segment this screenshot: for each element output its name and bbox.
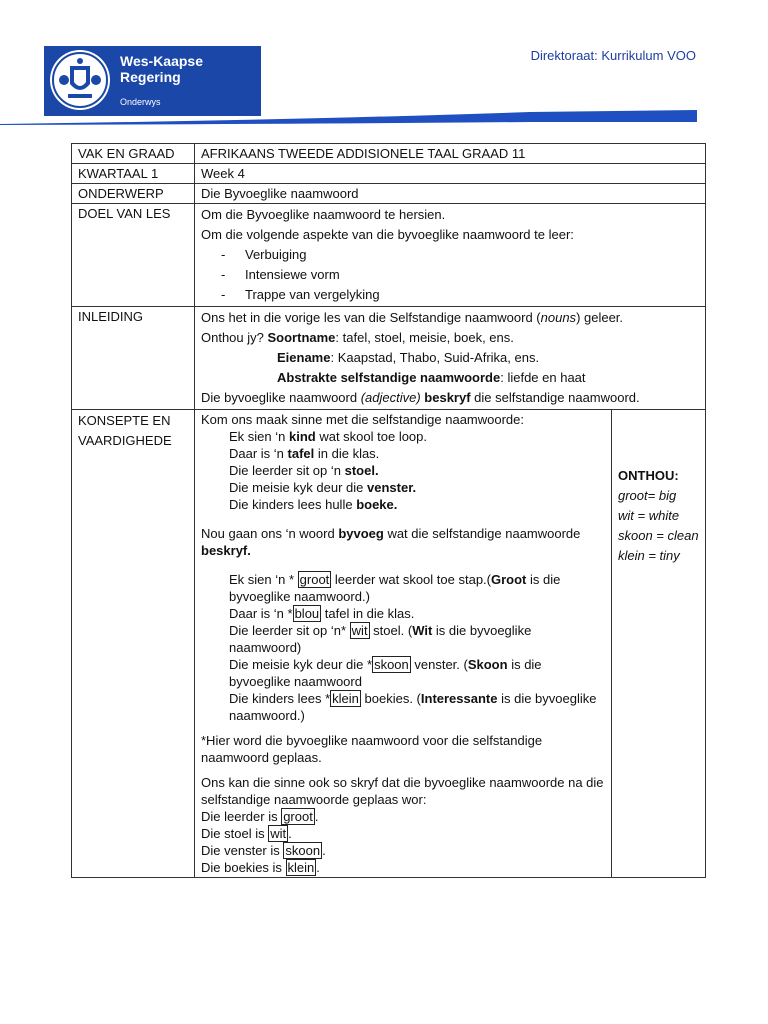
org-name-line2: Regering xyxy=(120,69,181,85)
table-row-kwartaal xyxy=(72,164,706,184)
label-inleiding: INLEIDING xyxy=(72,307,195,410)
org-name-line1: Wes-Kaapse xyxy=(120,53,204,69)
sentence-1: Ek sien ‘n kind wat skool toe loop. xyxy=(229,429,428,444)
inleiding-line5: Die byvoeglike naamwoord (adjective) beskryf die selfstandige naamwoord. xyxy=(201,390,640,405)
header-swoosh xyxy=(0,108,768,128)
sentence-2: Daar is ‘n tafel in die klas. xyxy=(229,446,380,461)
konsepte-intro: Kom ons maak sinne met die selfstandige naamwoorde: xyxy=(201,412,525,427)
onthou-item: groot= big xyxy=(618,488,677,503)
example-1: Ek sien ‘n * groot leerder wat skool toe stap.(Groot is die byvoeglike naamwoord.) xyxy=(229,572,561,604)
paragraph-byvoeg: Nou gaan ons ‘n woord byvoeg wat die selfstandige naamwoorde beskryf. xyxy=(201,526,581,558)
inleiding-line4: Abstrakte selfstandige naamwoorde: liefde en haat xyxy=(277,370,586,385)
value-vak: AFRIKAANS TWEEDE ADDISIONELE TAAL GRAAD 11 xyxy=(195,144,706,164)
inleiding-line1: Ons het in die vorige les van die Selfstandige naamwoord (nouns) geleer. xyxy=(201,310,624,325)
final-3: Die venster is skoon . xyxy=(201,843,326,858)
inleiding-line3: Eiename: Kaapstad, Thabo, Suid-Afrika, ens. xyxy=(277,350,540,365)
inleiding-line2: Onthou jy? Soortname: tafel, stoel, meisie, boek, ens. xyxy=(201,330,514,345)
sentence-4: Die meisie kyk deur die venster. xyxy=(229,480,417,495)
sentence-3: Die leerder sit op ‘n stoel. xyxy=(229,463,379,478)
example-4: Die meisie kyk deur die * skoon venster. (Skoon is die byvoeglike naamwoord xyxy=(229,657,542,689)
org-department: Onderwys xyxy=(120,97,161,107)
label-vak: VAK EN GRAAD xyxy=(72,144,195,164)
final-1: Die leerder is groot . xyxy=(201,809,319,824)
list-item: - Intensiewe vorm xyxy=(221,267,340,282)
table-row-vak xyxy=(72,144,706,164)
value-inleiding xyxy=(195,307,706,410)
final-2: Die stoel is wit . xyxy=(201,826,292,841)
table-row-doel xyxy=(72,204,706,307)
directorate-title: Direktoraat: Kurrikulum VOO xyxy=(530,48,696,63)
table-row-inleiding xyxy=(72,307,706,410)
org-name xyxy=(120,53,203,85)
sentence-5: Die kinders lees hulle boeke. xyxy=(229,497,398,512)
table-row-onderwerp xyxy=(72,184,706,204)
onthou-box xyxy=(612,410,706,878)
final-4: Die boekies is klein . xyxy=(201,860,320,875)
table-row-konsepte xyxy=(72,410,706,878)
onthou-item: klein = tiny xyxy=(618,548,680,563)
label-konsepte: KONSEPTE EN VAARDIGHEDE xyxy=(72,410,195,878)
value-konsepte xyxy=(195,410,612,878)
coat-of-arms-icon xyxy=(50,50,110,110)
list-item: - Trappe van vergelyking xyxy=(221,287,380,302)
example-2: Daar is ‘n * blou tafel in die klas. xyxy=(229,606,415,621)
note-voor: *Hier word die byvoeglike naamwoord voor die selfstandige naamwoord geplaas. xyxy=(201,733,543,765)
paragraph-na: Ons kan die sinne ook so skryf dat die byvoeglike naamwoorde na die selfstandige naamwoorde geplaas wor: xyxy=(201,775,604,807)
label-onderwerp: ONDERWERP xyxy=(72,184,195,204)
label-kwartaal: KWARTAAL 1 xyxy=(72,164,195,184)
onthou-item: wit = white xyxy=(618,508,680,523)
lesson-table xyxy=(71,143,706,878)
example-3: Die leerder sit op ‘n* wit stoel. (Wit is die byvoeglike naamwoord) xyxy=(229,623,532,655)
doel-line1: Om die Byvoeglike naamwoord te hersien. xyxy=(201,207,446,222)
value-onderwerp: Die Byvoeglike naamwoord xyxy=(195,184,706,204)
value-kwartaal: Week 4 xyxy=(195,164,706,184)
list-item: - Verbuiging xyxy=(221,247,307,262)
onthou-heading: ONTHOU: xyxy=(618,468,679,483)
onthou-item: skoon = clean xyxy=(618,528,699,543)
doel-line2: Om die volgende aspekte van die byvoeglike naamwoord te leer: xyxy=(201,227,574,242)
example-5: Die kinders lees * klein boekies. (Interessante is die byvoeglike naamwoord.) xyxy=(229,691,597,723)
government-logo xyxy=(44,46,261,116)
value-doel xyxy=(195,204,706,307)
label-doel: DOEL VAN LES xyxy=(72,204,195,307)
